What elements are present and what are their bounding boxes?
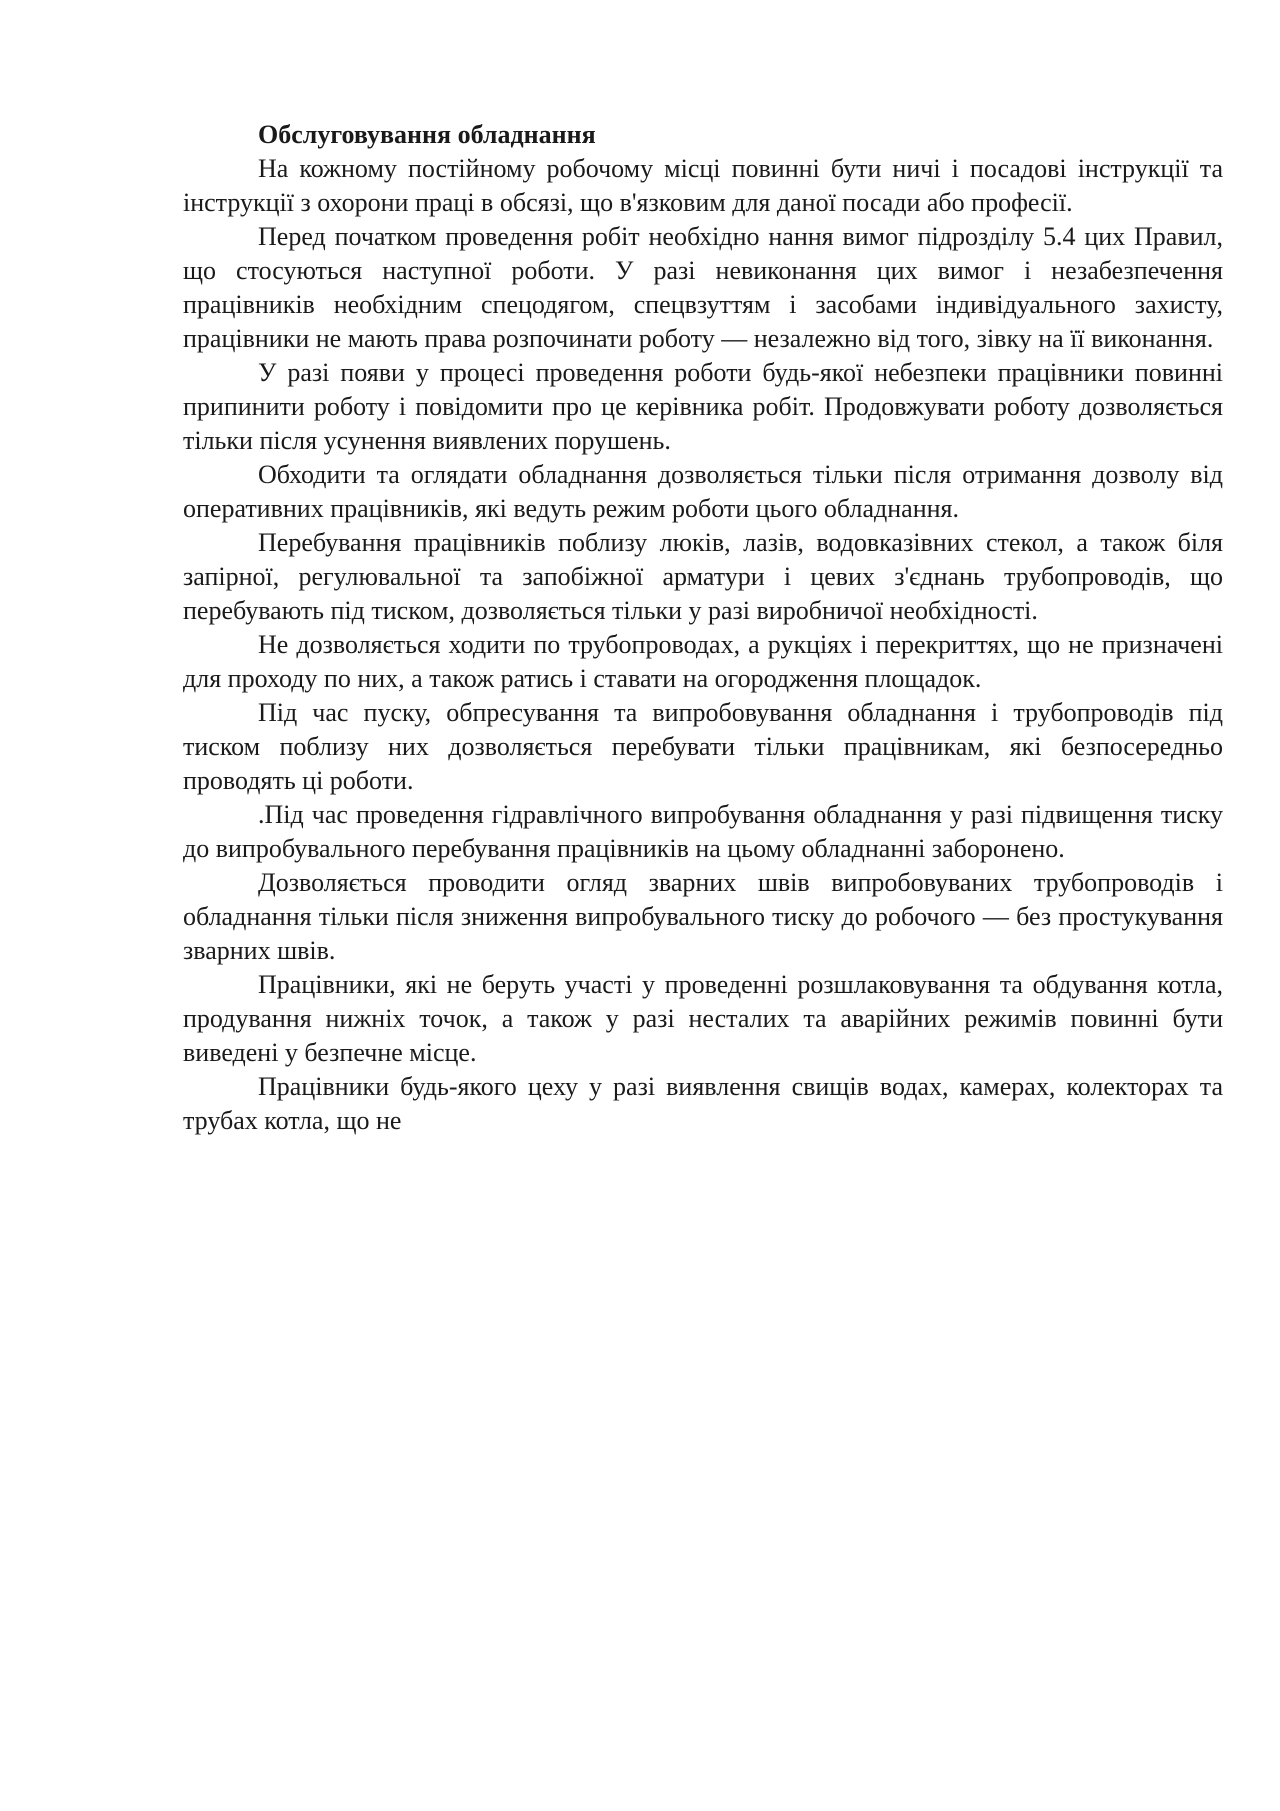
paragraph-danger-stop: У разі появи у процесі проведення роботи будь-якої небезпеки працівники повинні припинити роботу і повідомити про це керівника робіт. Продовжувати роботу дозволяється тільки після усунення виявлених порушень. — [183, 358, 1223, 455]
paragraph-workplace-instructions: На кожному постійному робочому місці повинні бути ничі і посадові інструкції та інструкції з охорони праці в обсязі, що в'язковим для даної посади або професії. — [183, 154, 1223, 217]
paragraph-hydraulic-test: .Під час проведення гідравлічного випробування обладнання у разі підвищення тиску до випробувального перебування працівників на цьому обладнанні заборонено. — [183, 800, 1223, 863]
paragraph-leak-detection: Працівники будь-якого цеху у разі виявлення свищів водах, камерах, колекторах та трубах котла, що не — [183, 1072, 1223, 1135]
document-page — [183, 118, 1223, 1138]
section-heading: Обслуговування обладнання — [258, 120, 596, 149]
paragraph-walking-prohibited: Не дозволяється ходити по трубопроводах, а рукціях і перекриттях, що не призначені для проходу по них, а також ратись і ставати на огородження площадок. — [183, 630, 1223, 693]
paragraph-boiler-blowdown: Працівники, які не беруть участі у проведенні розшлаковування та обдування котла, продування нижніх точок, а також у разі несталих та аварійних режимів повинні бути виведені у безпечне місце. — [183, 970, 1223, 1067]
paragraph-inspection-permission: Обходити та оглядати обладнання дозволяється тільки після отримання дозволу від оперативних працівників, які ведуть режим роботи цього обладнання. — [183, 460, 1223, 523]
paragraph-weld-inspection: Дозволяється проводити огляд зварних швів випробовуваних трубопроводів і обладнання тільки після зниження випробувального тиску до робочого — без простукування зварних швів. — [183, 868, 1223, 965]
paragraph-before-work: Перед початком проведення робіт необхідно нання вимог підрозділу 5.4 цих Правил, що стосуються наступної роботи. У разі невиконання цих вимог і незабезпечення працівників необхідним спецодягом, спецвзуттям і засобами індивідуального захисту, працівники не мають права розпочинати роботу — незалежно від того, зівку на її виконання. — [183, 222, 1223, 353]
paragraph-presence-near-equipment: Перебування працівників поблизу люків, лазів, водовказівних стекол, а також біля запірної, регулювальної та запобіжної арматури і цевих з'єднань трубопроводів, що перебувають під тиском, дозволяється тільки у разі виробничої необхідності. — [183, 528, 1223, 625]
paragraph-pressure-testing: Під час пуску, обпресування та випробовування обладнання і трубопроводів під тиском поблизу них дозволяється перебувати тільки працівникам, які безпосередньо проводять ці роботи. — [183, 698, 1223, 795]
